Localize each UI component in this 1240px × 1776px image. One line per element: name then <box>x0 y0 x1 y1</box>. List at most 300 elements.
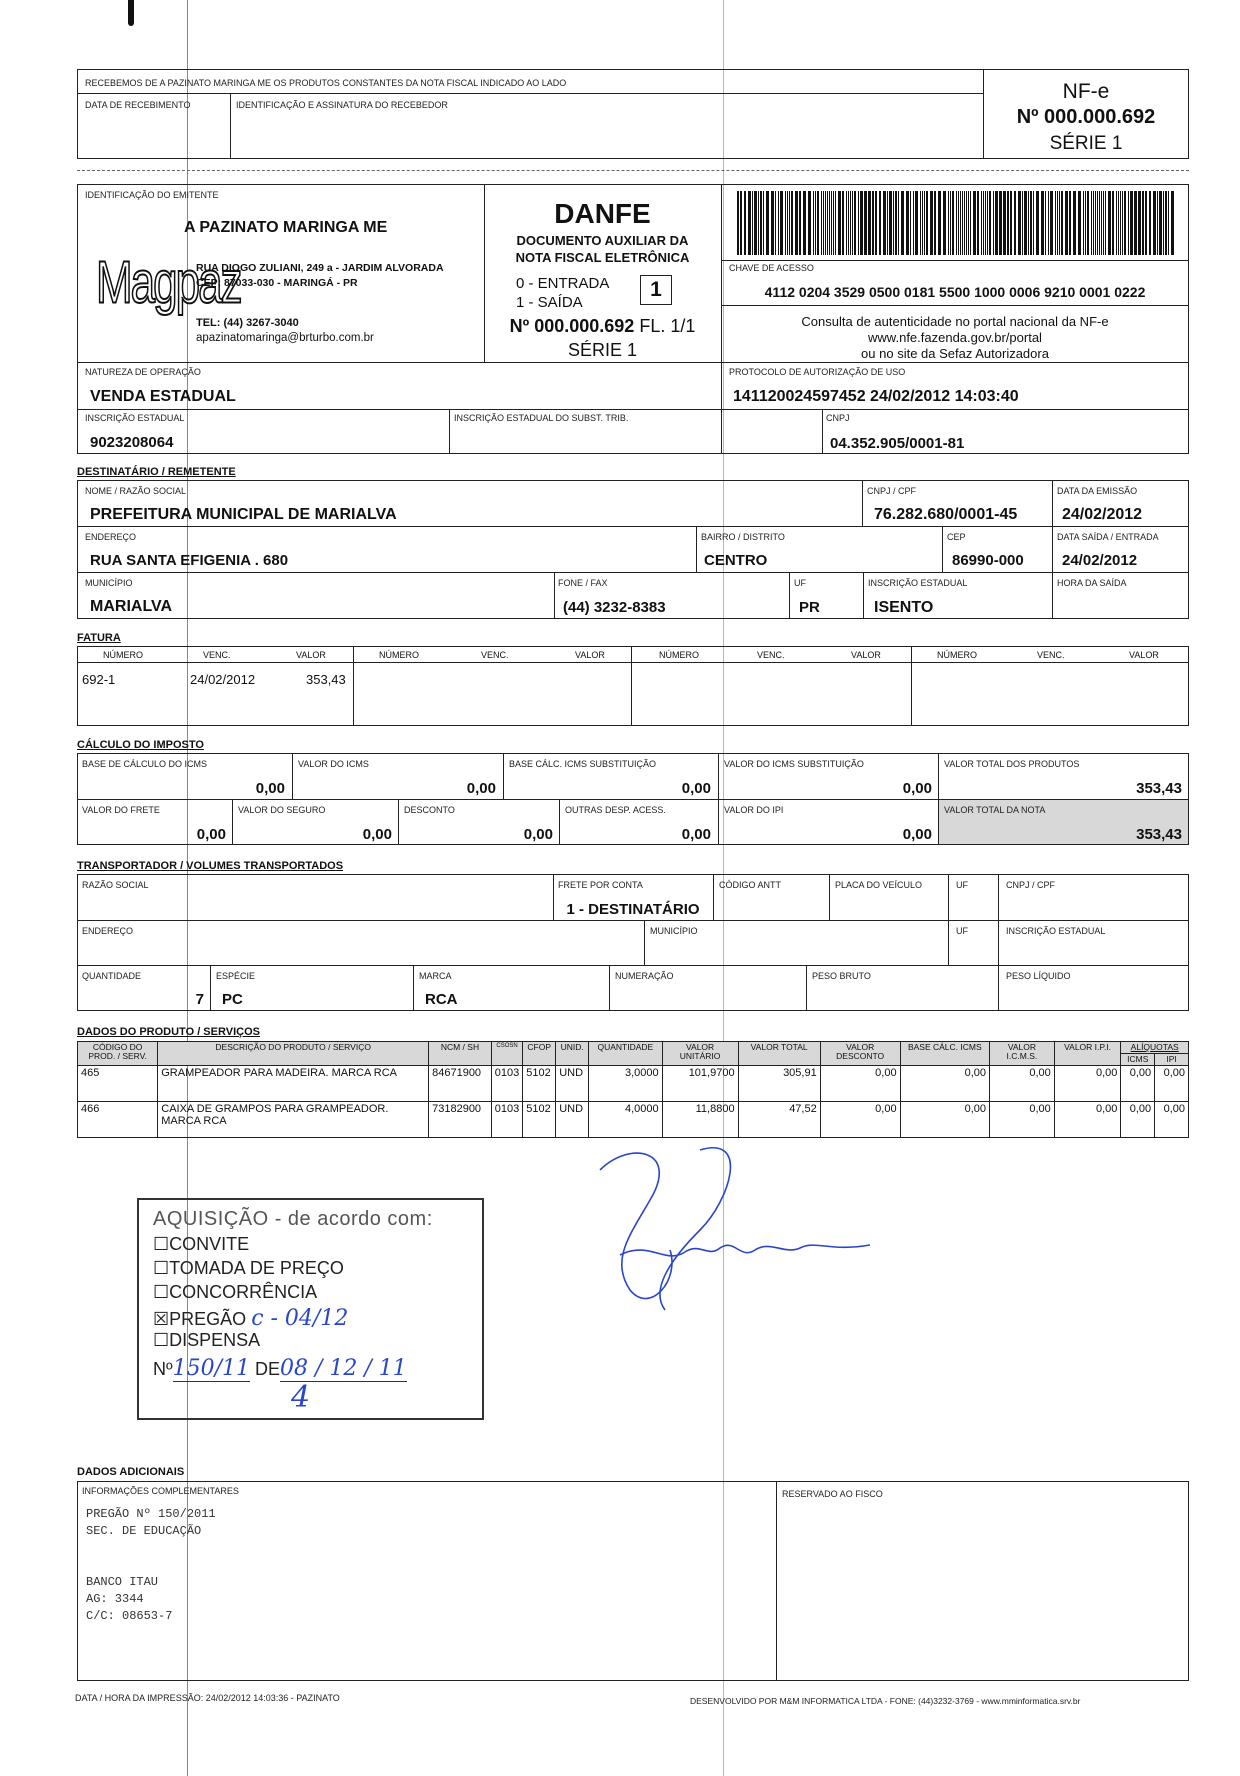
barcode-bar <box>744 191 746 255</box>
dest-nome-label: NOME / RAZÃO SOCIAL <box>85 486 187 496</box>
barcode-bar <box>1033 191 1034 255</box>
stamp-no-hand: 150/11 <box>172 1356 250 1381</box>
barcode-bar <box>740 191 742 255</box>
barcode-bar <box>1105 191 1106 255</box>
barcode-bar <box>1097 191 1098 255</box>
barcode-bar <box>1118 191 1119 255</box>
barcode-bar <box>999 191 1002 255</box>
emitente-nome: A PAZINATO MARINGA ME <box>184 219 388 236</box>
bc-icms-label: BASE DE CÁLCULO DO ICMS <box>82 759 208 769</box>
barcode-bar <box>1128 191 1129 255</box>
item-qtd: 3,0000 <box>589 1065 663 1101</box>
barcode-bar <box>977 191 979 255</box>
imposto-section: CÁLCULO DO IMPOSTO <box>77 739 204 751</box>
barcode-bar <box>983 191 984 255</box>
barcode-bar <box>993 191 994 255</box>
canhoto-numero: Nº 000.000.692 <box>1016 106 1156 128</box>
barcode-bar <box>883 191 886 255</box>
item-unid: UND <box>556 1101 589 1137</box>
barcode-bar <box>915 191 918 255</box>
outras-label: OUTRAS DESP. ACESS. <box>565 805 666 815</box>
item-total: 47,52 <box>738 1101 820 1137</box>
transp-qtd-value: 7 <box>195 991 204 1008</box>
barcode-bar <box>930 191 933 255</box>
th-v-icms: VALOR I.C.M.S. <box>990 1042 1055 1066</box>
th-unitario: VALOR UNITÁRIO <box>662 1042 738 1066</box>
danfe-title: DANFE <box>554 198 651 229</box>
barcode-bar <box>858 191 859 255</box>
barcode-bar <box>943 191 946 255</box>
barcode-bar <box>1095 191 1096 255</box>
v-prod-label: VALOR TOTAL DOS PRODUTOS <box>944 759 1080 769</box>
dest-cep-label: CEP <box>947 532 966 542</box>
barcode-bar <box>808 191 811 255</box>
stamp-dispensa <box>153 1330 260 1351</box>
barcode-bar <box>823 191 824 255</box>
item-desc: 0,00 <box>820 1065 900 1101</box>
transp-especie-value: PC <box>222 991 243 1008</box>
scan-mark <box>128 0 134 26</box>
info-line <box>86 1540 216 1557</box>
danfe-numero <box>484 316 721 337</box>
danfe-subtitle-1: DOCUMENTO AUXILIAR DA <box>516 233 689 248</box>
barcode-bar <box>889 191 892 255</box>
transportador-block <box>77 874 1189 1011</box>
item-bc: 0,00 <box>900 1065 989 1101</box>
ie-label: INSCRIÇÃO ESTADUAL <box>85 413 185 423</box>
barcode-bar <box>1048 191 1049 255</box>
barcode-bar <box>981 191 982 255</box>
barcode-bar <box>852 191 853 255</box>
barcode-bar <box>813 191 814 255</box>
transp-endereco-label: ENDEREÇO <box>82 926 134 936</box>
transp-qtd-label: QUANTIDADE <box>82 971 142 981</box>
fatura-headers <box>77 650 1189 662</box>
barcode-bar <box>1007 191 1009 255</box>
desconto-label: DESCONTO <box>404 805 455 815</box>
barcode-bar <box>1055 191 1056 255</box>
nfe-label: NF-e <box>1062 80 1110 103</box>
item-ncm: 84671900 <box>429 1065 492 1101</box>
barcode-bar <box>1093 191 1094 255</box>
barcode-bar <box>1163 191 1164 255</box>
seguro-value: 0,00 <box>362 826 392 843</box>
stamp-de-label: DE <box>255 1359 281 1379</box>
produtos-header-row <box>78 1042 1189 1054</box>
barcode-bar <box>1108 191 1111 255</box>
transp-cnpj-label: CNPJ / CPF <box>1006 880 1056 890</box>
th-codigo: CÓDIGO DO PROD. / SERV. <box>78 1042 158 1066</box>
dest-bairro-label: BAIRRO / DISTRITO <box>701 532 785 542</box>
cnpj-emitente-label: CNPJ <box>826 413 850 423</box>
transp-marca-label: MARCA <box>419 971 452 981</box>
barcode-bar <box>1124 191 1126 255</box>
barcode-bar <box>1157 191 1158 255</box>
info-line: SEC. DE EDUCAÇÃO <box>86 1524 202 1538</box>
table-row <box>78 1101 1189 1137</box>
dest-municipio: MARIALVA <box>90 598 173 615</box>
th-descricao: DESCRIÇÃO DO PRODUTO / SERVIÇO <box>158 1042 429 1066</box>
barcode-bar <box>803 191 806 255</box>
dest-saida: 24/02/2012 <box>1062 552 1138 569</box>
barcode-bar <box>985 191 986 255</box>
transp-frete-label: FRETE POR CONTA <box>558 880 643 890</box>
data-recebimento-label: DATA DE RECEBIMENTO <box>85 100 191 110</box>
seguro-label: VALOR DO SEGURO <box>238 805 326 815</box>
barcode-bar <box>872 191 874 255</box>
barcode-bar <box>778 191 779 255</box>
fatura-h-numero-3: NÚMERO <box>659 650 699 660</box>
barcode-bar <box>1003 191 1006 255</box>
barcode-bar <box>821 191 822 255</box>
barcode-bar <box>1103 191 1104 255</box>
barcode-bar <box>1101 191 1102 255</box>
barcode-bar <box>987 191 988 255</box>
item-unit: 101,9700 <box>662 1065 738 1101</box>
info-label: INFORMAÇÕES COMPLEMENTARES <box>82 1486 239 1496</box>
th-aliq-icms: ICMS <box>1121 1053 1155 1065</box>
barcode-bar <box>838 191 841 255</box>
transp-especie-label: ESPÉCIE <box>216 971 256 981</box>
barcode-bar <box>1130 191 1133 255</box>
fatura-valor: 353,43 <box>306 672 346 687</box>
canhoto-serie: SÉRIE 1 <box>1049 133 1123 154</box>
dest-uf-label: UF <box>794 578 806 588</box>
transp-placa-label: PLACA DO VEÍCULO <box>835 880 923 890</box>
barcode-bar <box>737 191 739 255</box>
barcode-bar <box>1069 191 1071 255</box>
th-aliquotas: ALÍQUOTAS <box>1121 1042 1189 1054</box>
fatura-h-numero-4: NÚMERO <box>937 650 977 660</box>
item-descricao: CAIXA DE GRAMPOS PARA GRAMPEADOR. MARCA RCA <box>158 1101 429 1137</box>
barcode-bar <box>970 191 971 255</box>
barcode-bar <box>1159 191 1162 255</box>
item-ncm: 73182900 <box>429 1101 492 1137</box>
fatura-h-venc-2: VENC. <box>481 650 509 660</box>
transp-liquido-label: PESO LÍQUIDO <box>1006 971 1071 981</box>
barcode-bar <box>1085 191 1086 255</box>
barcode-bar <box>922 191 923 255</box>
fatura-venc: 24/02/2012 <box>190 672 256 687</box>
info-lines <box>86 1506 216 1625</box>
stamp-convite-label: CONVITE <box>169 1234 250 1254</box>
barcode-bar <box>926 191 928 255</box>
dest-saida-label: DATA SAÍDA / ENTRADA <box>1057 532 1159 542</box>
barcode-bar <box>835 191 836 255</box>
stamp-convite <box>153 1234 249 1255</box>
info-line: AG: 3344 <box>86 1592 144 1606</box>
chave-label: CHAVE DE ACESSO <box>729 263 814 273</box>
stamp-numero-line <box>153 1356 407 1381</box>
barcode-bar <box>995 191 998 255</box>
barcode-bar <box>829 191 830 255</box>
barcode-bar <box>1018 191 1021 255</box>
th-aliq-ipi: IPI <box>1155 1053 1189 1065</box>
barcode-bar <box>1024 191 1027 255</box>
barcode-bar <box>973 191 976 255</box>
dest-emissao: 24/02/2012 <box>1062 506 1143 523</box>
barcode-bar <box>1116 191 1117 255</box>
emitente-tel: TEL: (44) 3267-3040 <box>196 317 299 329</box>
item-desc: 0,00 <box>820 1101 900 1137</box>
barcode-bar <box>898 191 899 255</box>
barcode-bar <box>964 191 965 255</box>
impressao-footer: DATA / HORA DA IMPRESSÃO: 24/02/2012 14:03:36 - PAZINATO <box>75 1693 340 1703</box>
chave-value: 4112 0204 3529 0500 0181 5500 1000 0006 9210 0001 0222 <box>764 284 1146 300</box>
fatura-h-venc-4: VENC. <box>1037 650 1065 660</box>
barcode-bar <box>1045 191 1046 255</box>
barcode-bar <box>895 191 897 255</box>
stamp-pregao <box>153 1306 348 1331</box>
fatura-h-valor-2: VALOR <box>575 650 605 660</box>
fatura-h-venc-3: VENC. <box>757 650 785 660</box>
barcode-bar <box>758 191 759 255</box>
item-unit: 11,8800 <box>662 1101 738 1137</box>
barcode-bar <box>1036 191 1039 255</box>
danfe-saida: 1 - SAÍDA <box>516 294 583 311</box>
danfe-folha: FL. 1/1 <box>639 316 696 336</box>
th-bc-icms: BASE CÁLC. ICMS <box>900 1042 989 1066</box>
info-line: BANCO ITAU <box>86 1575 159 1589</box>
barcode-bar <box>1168 191 1169 255</box>
transp-uf2-label: UF <box>956 926 968 936</box>
stamp-concorrencia <box>153 1282 317 1303</box>
dest-emissao-label: DATA DA EMISSÃO <box>1057 486 1138 496</box>
th-ncm: NCM / SH <box>429 1042 492 1066</box>
barcode-bar <box>766 191 769 255</box>
barcode <box>737 191 1175 255</box>
barcode-bar <box>1120 191 1121 255</box>
barcode-bar <box>1142 191 1144 255</box>
barcode-bar <box>893 191 894 255</box>
item-ipi: 0,00 <box>1054 1101 1121 1137</box>
barcode-bar <box>771 191 774 255</box>
barcode-bar <box>910 191 911 255</box>
barcode-bar <box>1061 191 1063 255</box>
bc-icms-value: 0,00 <box>255 780 285 797</box>
outras-value: 0,00 <box>681 826 711 843</box>
checkbox-icon: ☐ <box>153 1282 170 1302</box>
item-icms: 0,00 <box>990 1101 1055 1137</box>
barcode-bar <box>868 191 871 255</box>
dest-hora-label: HORA DA SAÍDA <box>1057 578 1127 588</box>
barcode-bar <box>913 191 914 255</box>
barcode-bar <box>795 191 798 255</box>
adicionais-block <box>77 1481 1189 1681</box>
barcode-bar <box>785 191 786 255</box>
transp-municipio-label: MUNICÍPIO <box>650 926 698 936</box>
acquisition-stamp <box>137 1198 484 1420</box>
barcode-bar <box>1153 191 1156 255</box>
danfe-tipo: 1 <box>640 275 672 305</box>
stamp-extra-hand: 4 <box>291 1380 311 1415</box>
total-nota-label: VALOR TOTAL DA NOTA <box>944 805 1046 815</box>
stamp-title: AQUISIÇÃO - de acordo com: <box>153 1208 433 1230</box>
item-unid: UND <box>556 1065 589 1101</box>
barcode-bar <box>934 191 936 255</box>
danfe-numero-value: Nº 000.000.692 <box>509 316 635 336</box>
barcode-bar <box>789 191 790 255</box>
ipi-value: 0,00 <box>902 826 932 843</box>
ipi-label: VALOR DO IPI <box>724 805 784 815</box>
item-icms: 0,00 <box>990 1065 1055 1101</box>
dest-endereco-label: ENDEREÇO <box>85 532 137 542</box>
transp-antt-label: CÓDIGO ANTT <box>719 880 782 890</box>
barcode-bar <box>960 191 961 255</box>
recebemos-text: RECEBEMOS DE A PAZINATO MARINGA ME OS PRODUTOS CONSTANTES DA NOTA FISCAL INDICADO AO LADO <box>85 78 567 88</box>
barcode-bar <box>754 191 757 255</box>
item-ipi: 0,00 <box>1054 1065 1121 1101</box>
item-cfop: 5102 <box>523 1065 556 1101</box>
item-codigo: 466 <box>78 1101 158 1137</box>
barcode-bar <box>748 191 751 255</box>
barcode-bar <box>817 191 819 255</box>
checkbox-icon: ☐ <box>153 1234 170 1254</box>
identificacao-label: IDENTIFICAÇÃO E ASSINATURA DO RECEBEDOR <box>236 100 448 110</box>
emitente-endereco: RUA DIOGO ZULIANI, 249 a - JARDIM ALVORADA <box>196 262 444 274</box>
barcode-bar <box>1087 191 1089 255</box>
item-bc: 0,00 <box>900 1101 989 1137</box>
dest-bairro: CENTRO <box>704 552 768 569</box>
barcode-bar <box>1041 191 1044 255</box>
item-aicms: 0,00 <box>1121 1065 1155 1101</box>
barcode-bar <box>1134 191 1137 255</box>
emitente-cep: CEP: 87033-030 - MARINGÁ - PR <box>196 277 358 289</box>
barcode-bar <box>848 191 849 255</box>
destinatario-section: DESTINATÁRIO / REMETENTE <box>77 466 236 478</box>
stamp-no-label: Nº <box>153 1359 173 1379</box>
barcode-bar <box>1149 191 1151 255</box>
dest-nome: PREFEITURA MUNICIPAL DE MARIALVA <box>90 506 397 523</box>
item-aipi: 0,00 <box>1155 1101 1189 1137</box>
barcode-bar <box>763 191 764 255</box>
desconto-value: 0,00 <box>523 826 553 843</box>
barcode-bar <box>833 191 834 255</box>
consulta-line-3: ou no site da Sefaz Autorizadora <box>861 346 1049 360</box>
dest-fone-label: FONE / FAX <box>558 578 608 588</box>
barcode-bar <box>962 191 963 255</box>
frete-label: VALOR DO FRETE <box>82 805 160 815</box>
barcode-bar <box>846 191 847 255</box>
barcode-bar <box>901 191 904 255</box>
stamp-concorrencia-label: CONCORRÊNCIA <box>169 1282 318 1302</box>
info-line <box>86 1557 216 1574</box>
barcode-bar <box>956 191 957 255</box>
barcode-bar <box>950 191 951 255</box>
barcode-bar <box>1099 191 1100 255</box>
protocolo-value: 141120024597452 24/02/2012 14:03:40 <box>733 388 1019 405</box>
transp-ie-label: INSCRIÇÃO ESTADUAL <box>1006 926 1106 936</box>
dest-cnpj-label: CNPJ / CPF <box>867 486 917 496</box>
barcode-bar <box>906 191 909 255</box>
barcode-bar <box>831 191 832 255</box>
v-prod-value: 353,43 <box>1136 780 1182 797</box>
dest-cep: 86990-000 <box>952 552 1024 569</box>
barcode-bar <box>1057 191 1058 255</box>
barcode-bar <box>850 191 851 255</box>
barcode-bar <box>791 191 793 255</box>
desenvolvido-footer: DESENVOLVIDO POR M&M INFORMATICA LTDA - FONE: (44)3232-3769 - www.mminformatica.srv.br <box>690 1696 1081 1706</box>
transp-uf-label: UF <box>956 880 968 890</box>
barcode-bar <box>1065 191 1068 255</box>
dest-endereco: RUA SANTA EFIGENIA . 680 <box>90 552 289 569</box>
barcode-bar <box>887 191 888 255</box>
produtos-section: DADOS DO PRODUTO / SERVIÇOS <box>77 1026 260 1038</box>
fatura-h-numero-1: NÚMERO <box>103 650 143 660</box>
barcode-bar <box>966 191 967 255</box>
barcode-bar <box>1050 191 1053 255</box>
item-cfop: 5102 <box>523 1101 556 1137</box>
company-logo: Magpaz <box>96 250 241 317</box>
barcode-bar <box>1028 191 1029 255</box>
ie-st-label: INSCRIÇÃO ESTADUAL DO SUBST. TRIB. <box>454 413 629 423</box>
transp-marca-value: RCA <box>425 991 458 1008</box>
fatura-h-valor-3: VALOR <box>851 650 881 660</box>
bc-st-label: BASE CÁLC. ICMS SUBSTITUIÇÃO <box>509 759 657 769</box>
fatura-section: FATURA <box>77 632 121 644</box>
item-codigo: 465 <box>78 1065 158 1101</box>
stamp-tomada <box>153 1258 344 1279</box>
barcode-bar <box>948 191 949 255</box>
dest-uf: PR <box>799 599 820 616</box>
emitente-label: IDENTIFICAÇÃO DO EMITENTE <box>85 190 219 200</box>
cut-line <box>77 170 1189 171</box>
info-line: PREGÃO Nº 150/2011 <box>86 1507 216 1521</box>
barcode-bar <box>920 191 921 255</box>
stamp-pregao-label: PREGÃO <box>169 1309 247 1329</box>
v-icms-value: 0,00 <box>466 780 496 797</box>
v-icms-label: VALOR DO ICMS <box>298 759 369 769</box>
barcode-bar <box>825 191 826 255</box>
barcode-bar <box>1145 191 1147 255</box>
fatura-h-venc-1: VENC. <box>203 650 231 660</box>
barcode-bar <box>1022 191 1023 255</box>
item-descricao: GRAMPEADOR PARA MADEIRA. MARCA RCA <box>158 1065 429 1101</box>
dest-ie-label: INSCRIÇÃO ESTADUAL <box>868 578 968 588</box>
danfe-entrada: 0 - ENTRADA <box>516 275 610 292</box>
barcode-bar <box>924 191 925 255</box>
dest-ie: ISENTO <box>874 599 934 616</box>
barcode-bar <box>799 191 801 255</box>
fatura-numero: 692-1 <box>82 672 116 687</box>
emitente-email: apazinatomaringa@brturbo.com.br <box>196 332 374 344</box>
v-st-value: 0,00 <box>902 780 932 797</box>
ie-value: 9023208064 <box>90 434 174 451</box>
barcode-bar <box>752 191 753 255</box>
dest-cnpj: 76.282.680/0001-45 <box>874 506 1018 523</box>
natureza-label: NATUREZA DE OPERAÇÃO <box>85 367 201 377</box>
stamp-tomada-label: TOMADA DE PREÇO <box>169 1258 344 1278</box>
barcode-bar <box>875 191 877 255</box>
item-csosn: 0103 <box>491 1101 522 1137</box>
barcode-bar <box>952 191 954 255</box>
bc-st-value: 0,00 <box>681 780 711 797</box>
barcode-bar <box>1059 191 1060 255</box>
danfe-serie: SÉRIE 1 <box>567 340 638 360</box>
barcode-bar <box>787 191 788 255</box>
stamp-de-hand: 08 / 12 / 11 <box>280 1356 407 1381</box>
v-st-label: VALOR DO ICMS SUBSTITUIÇÃO <box>724 759 864 769</box>
consulta-line-2: www.nfe.fazenda.gov.br/portal <box>868 330 1042 345</box>
item-aipi: 0,00 <box>1155 1065 1189 1101</box>
fisco-label: RESERVADO AO FISCO <box>782 1489 883 1499</box>
barcode-bar <box>1138 191 1141 255</box>
barcode-bar <box>864 191 867 255</box>
fatura-h-valor-4: VALOR <box>1129 650 1159 660</box>
item-aicms: 0,00 <box>1121 1101 1155 1137</box>
barcode-bar <box>827 191 828 255</box>
natureza-value: VENDA ESTADUAL <box>90 388 236 405</box>
